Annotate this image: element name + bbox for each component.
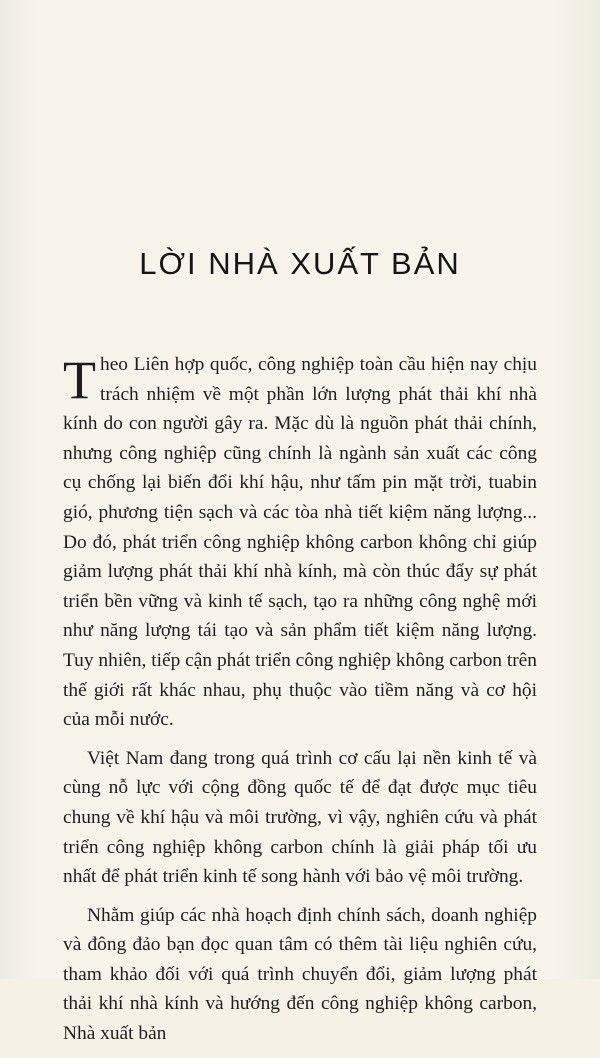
- page-title: LỜI NHÀ XUẤT BẢN: [139, 245, 461, 281]
- paragraph-1: [63, 350, 537, 735]
- paragraph-3: Nhằm giúp các nhà hoạch định chính sách, doanh nghiệp và đông đảo bạn đọc quan tâm có thêm tài liệu nghiên cứu, tham khảo đối với quá trình chuyển đổi, giảm lượng phát thải khí nhà kính và hướng đến công nghiệp không carbon, Nhà xuất bản: [63, 904, 537, 1045]
- paragraph-1-text: heo Liên hợp quốc, công nghiệp toàn cầu hiện nay chịu trách nhiệm về một phần lớn lượng phát thải khí nhà kính do con người gây ra. Mặc dù là nguồn phát thải chính, nhưng công nghiệp cũng chính là ngành sản xuất các công cụ chống lại biến đổi khí hậu, như tấm pin mặt trời, tuabin gió, phương tiện sạch và các tòa nhà tiết kiệm năng lượng... Do đó, phát triển công nghiệp không carbon không chỉ giúp giảm lượng phát thải khí nhà kính, mà còn thúc đẩy sự phát triển bền vững và kinh tế sạch, tạo ra những công nghệ mới như năng lượng tái tạo và sản phẩm tiết kiệm năng lượng. Tuy nhiên, tiếp cận phát triển công nghiệp không carbon trên thế giới rất khác nhau, phụ thuộc vào tiềm năng và cơ hội của mỗi nước.: [63, 354, 537, 731]
- paragraph-2: Việt Nam đang trong quá trình cơ cấu lại nền kinh tế và cùng nỗ lực với cộng đồng quốc tế để đạt được mục tiêu chung về khí hậu và môi trường, vì vậy, nghiên cứu và phát triển công nghiệp không carbon chính là giải pháp tối ưu nhất để phát triển kinh tế song hành với bảo vệ môi trường.: [63, 747, 537, 888]
- page-body: [63, 350, 537, 1058]
- drop-cap: T: [63, 350, 96, 410]
